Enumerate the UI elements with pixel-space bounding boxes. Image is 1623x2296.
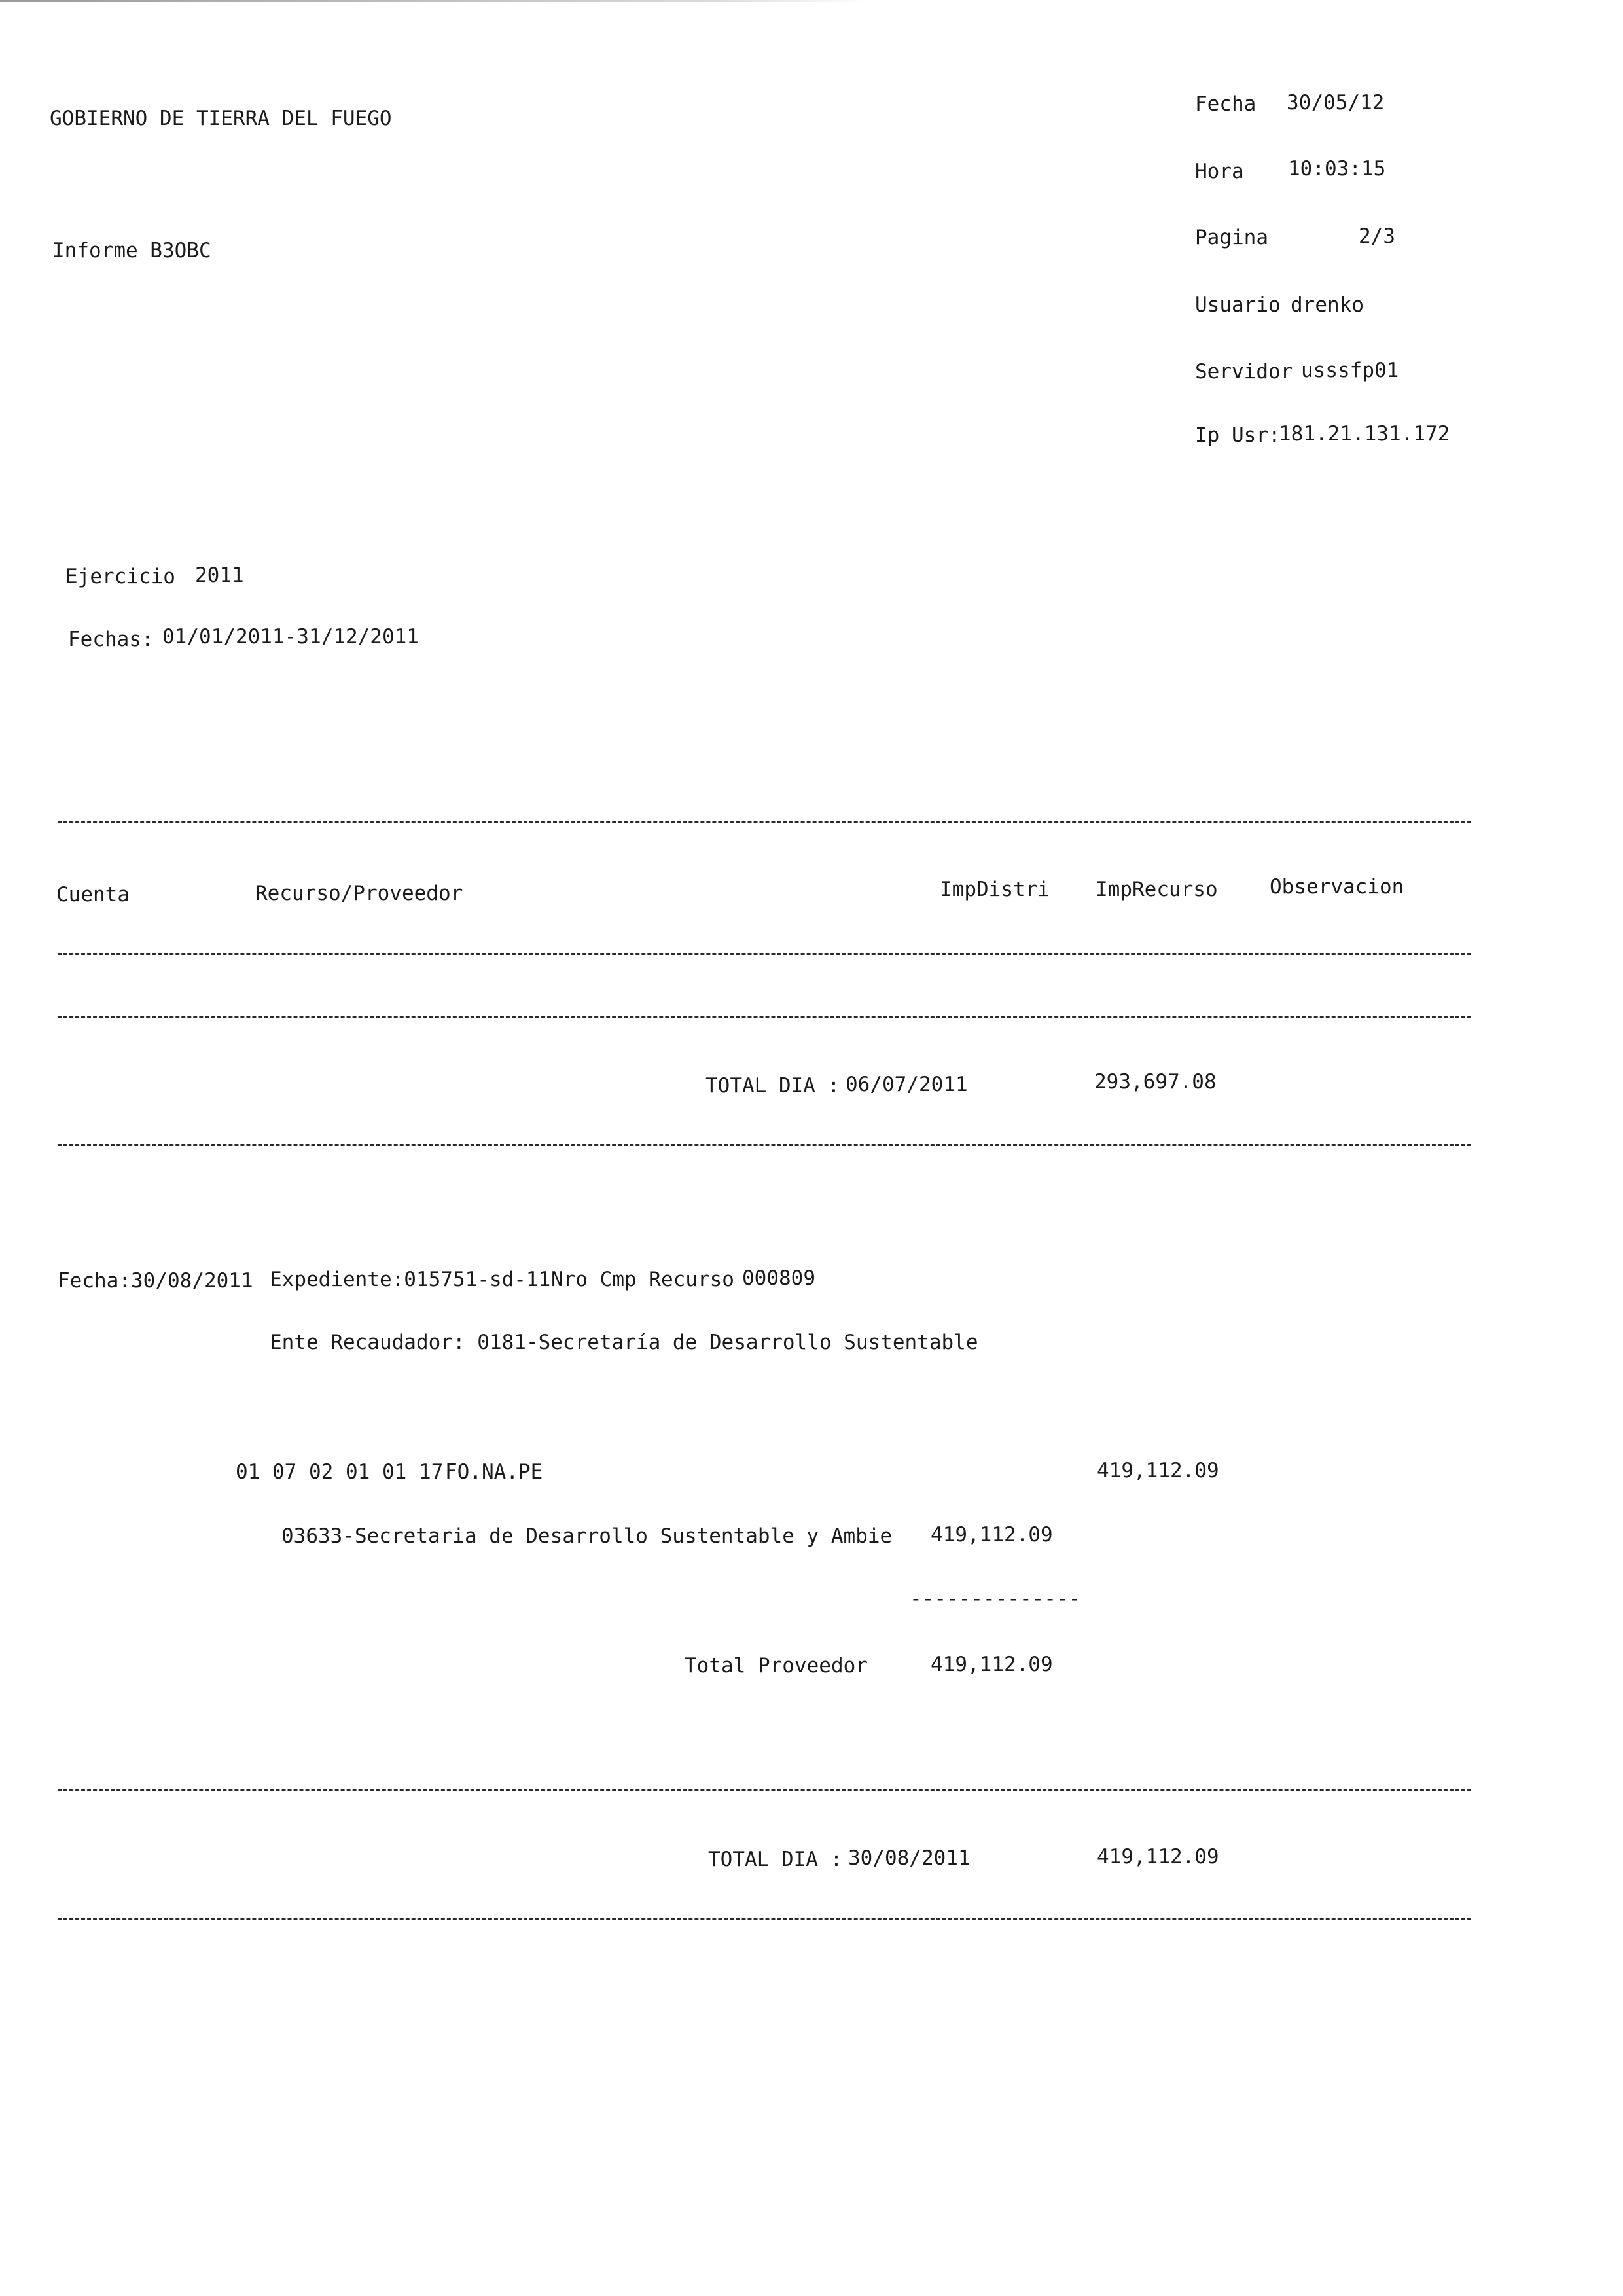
entry-fecha: Fecha:30/08/2011 bbox=[58, 1269, 253, 1293]
entry-ente-recaudador: Ente Recaudador: 0181-Secretaría de Desarrollo Sustentable bbox=[270, 1331, 978, 1354]
column-observacion: Observacion bbox=[1270, 875, 1404, 899]
column-imprecurso: ImpRecurso bbox=[1096, 878, 1218, 901]
column-impdistri: ImpDistri bbox=[940, 878, 1050, 901]
meta-ip-value: 181.21.131.172 bbox=[1279, 422, 1450, 446]
fechas-value: 01/01/2011-31/12/2011 bbox=[162, 625, 419, 649]
account-name: FO.NA.PE bbox=[445, 1460, 543, 1484]
meta-pagina-value: 2/3 bbox=[1359, 224, 1395, 248]
separator-line bbox=[58, 1789, 1471, 1791]
separator-line bbox=[58, 1918, 1471, 1920]
meta-ip-label: Ip Usr: bbox=[1195, 423, 1281, 447]
meta-servidor-value: usssfp01 bbox=[1301, 359, 1399, 382]
provider-amount: 419,112.09 bbox=[931, 1523, 1053, 1547]
meta-pagina-label: Pagina bbox=[1195, 226, 1268, 249]
entry-nro-cmp-label: Nro Cmp Recurso bbox=[551, 1268, 734, 1291]
total-dia-amount: 419,112.09 bbox=[1097, 1845, 1219, 1869]
entry-nro-cmp-value: 000809 bbox=[742, 1266, 815, 1290]
total-dia-label: TOTAL DIA : bbox=[708, 1848, 843, 1871]
scan-edge bbox=[0, 0, 870, 2]
meta-usuario-value: drenko bbox=[1291, 293, 1364, 317]
org-name: GOBIERNO DE TIERRA DEL FUEGO bbox=[50, 107, 392, 130]
meta-usuario-label: Usuario bbox=[1195, 293, 1281, 317]
separator-line bbox=[58, 1144, 1471, 1146]
ejercicio-value: 2011 bbox=[195, 564, 244, 587]
account-code: 01 07 02 01 01 17 bbox=[236, 1460, 444, 1484]
column-cuenta: Cuenta bbox=[56, 883, 130, 906]
total-dia-date: 06/07/2011 bbox=[846, 1073, 968, 1096]
report-id: Informe B3OBC bbox=[52, 239, 211, 262]
meta-hora-label: Hora bbox=[1195, 160, 1244, 183]
meta-fecha-label: Fecha bbox=[1195, 92, 1257, 116]
meta-hora-value: 10:03:15 bbox=[1288, 157, 1386, 181]
separator-line bbox=[58, 953, 1471, 955]
fechas-label: Fechas: bbox=[68, 628, 154, 651]
total-dia-label: TOTAL DIA : bbox=[705, 1074, 840, 1098]
account-amount: 419,112.09 bbox=[1097, 1459, 1219, 1482]
total-proveedor-amount: 419,112.09 bbox=[931, 1653, 1053, 1676]
meta-servidor-label: Servidor bbox=[1195, 360, 1293, 384]
total-proveedor-label: Total Proveedor bbox=[685, 1654, 868, 1677]
ejercicio-label: Ejercicio bbox=[65, 565, 175, 588]
provider-name: 03633-Secretaria de Desarrollo Sustentable y Ambie bbox=[281, 1524, 893, 1548]
separator-line bbox=[58, 821, 1471, 823]
total-dia-date: 30/08/2011 bbox=[848, 1846, 971, 1870]
total-dia-amount: 293,697.08 bbox=[1094, 1070, 1217, 1094]
separator-line bbox=[58, 1016, 1471, 1018]
subtotal-separator: -------------- bbox=[910, 1587, 1081, 1611]
meta-fecha-value: 30/05/12 bbox=[1287, 91, 1385, 115]
column-recurso-proveedor: Recurso/Proveedor bbox=[255, 882, 463, 905]
entry-expediente: Expediente:015751-sd-11 bbox=[270, 1268, 551, 1291]
